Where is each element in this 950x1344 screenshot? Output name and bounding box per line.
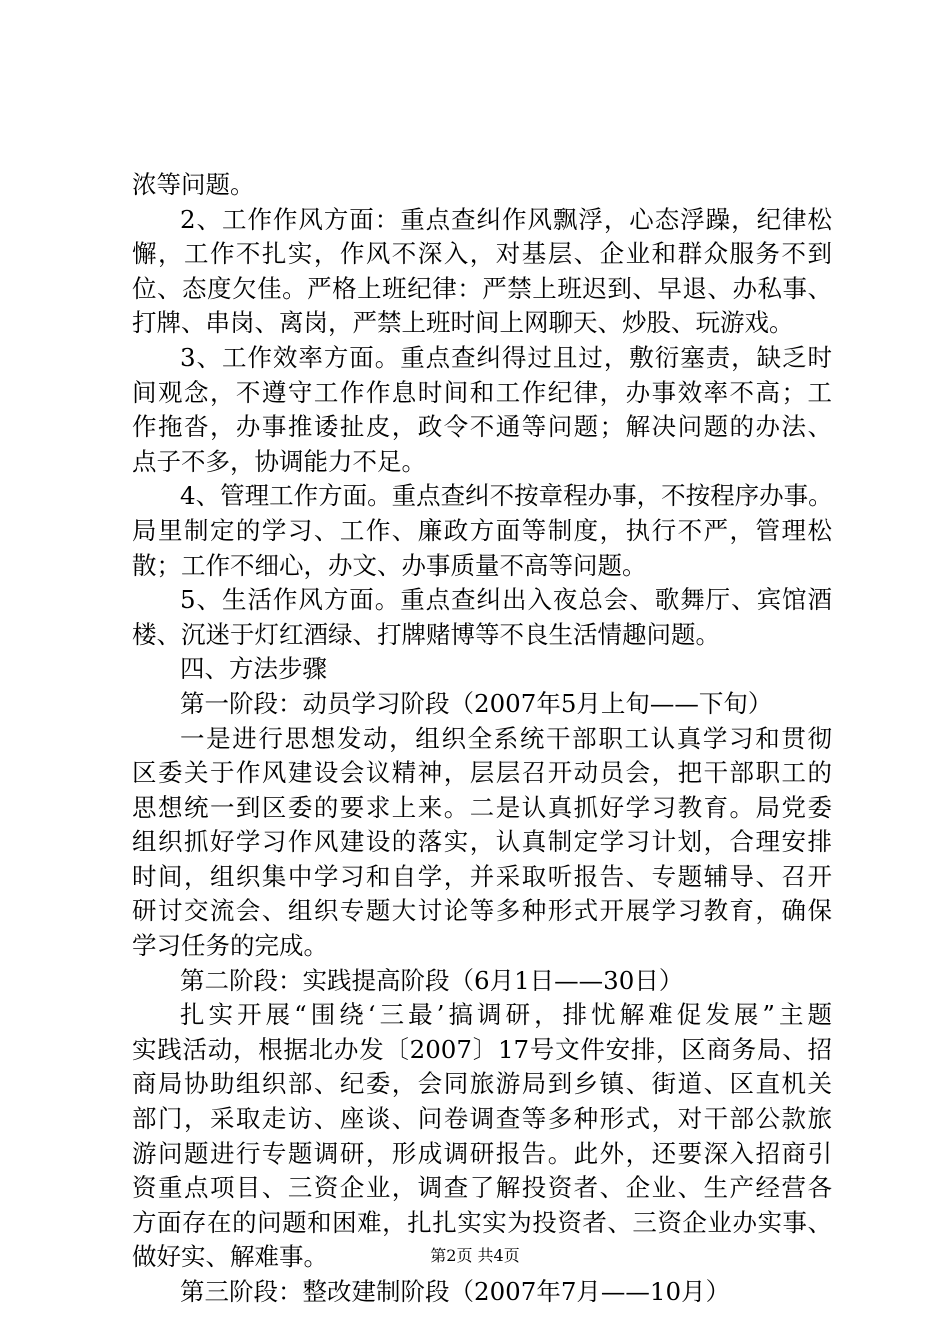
text-line: 5、生活作风方面。重点查纠出入夜总会、歌舞厅、宾馆酒 [180, 585, 832, 615]
text-line: 局里制定的学习、工作、廉政方面等制度，执行不严，管理松 [132, 515, 832, 545]
text-line: 散；工作不细心，办文、办事质量不高等问题。 [132, 550, 647, 580]
text-line: 扎实开展“围绕‘三最’搞调研，排忧解难促发展”主题 [180, 1000, 832, 1030]
text-line: 资重点项目、三资企业，调查了解投资者、企业、生产经营各 [132, 1173, 832, 1203]
text-line: 3、工作效率方面。重点查纠得过且过，敷衍塞责，缺乏时 [180, 342, 832, 372]
text-line: 实践活动，根据北办发〔2007〕17号文件安排，区商务局、招 [132, 1034, 832, 1064]
text-line: 游问题进行专题调研，形成调研报告。此外，还要深入招商引 [132, 1138, 832, 1168]
text-line: 学习任务的完成。 [132, 931, 328, 961]
document-body [132, 168, 832, 1310]
text-line: 一是进行思想发动，组织全系统干部职工认真学习和贯彻 [180, 723, 832, 753]
text-line: 四、方法步骤 [180, 654, 327, 684]
text-line: 2、工作作风方面：重点查纠作风飘浮，心态浮躁，纪律松 [180, 204, 832, 234]
text-line: 位、态度欠佳。严格上班纪律：严禁上班迟到、早退、办私事、 [132, 273, 832, 303]
text-line: 研讨交流会、组织专题大讨论等多种形式开展学习教育，确保 [132, 896, 832, 926]
text-line: 点子不多，协调能力不足。 [132, 446, 426, 476]
text-line: 懈，工作不扎实，作风不深入，对基层、企业和群众服务不到 [132, 239, 832, 269]
text-line: 第三阶段：整改建制阶段（2007年7月——10月） [180, 1277, 731, 1306]
text-line: 楼、沉迷于灯红酒绿、打牌赌博等不良生活情趣问题。 [132, 619, 720, 649]
text-line: 第一阶段：动员学习阶段（2007年5月上旬——下旬） [180, 688, 773, 718]
text-line: 间观念，不遵守工作作息时间和工作纪律，办事效率不高；工 [132, 377, 832, 407]
text-line: 部门，采取走访、座谈、问卷调查等多种形式，对干部公款旅 [132, 1104, 832, 1134]
page-footer: 第2页 共4页 [430, 1246, 520, 1265]
text-line: 4、管理工作方面。重点查纠不按章程办事，不按程序办事。 [180, 481, 833, 511]
text-line: 打牌、串岗、离岗，严禁上班时间上网聊天、炒股、玩游戏。 [132, 308, 794, 338]
text-line: 时间，组织集中学习和自学，并采取听报告、专题辅导、召开 [132, 861, 832, 891]
text-line: 做好实、解难事。 [132, 1242, 328, 1272]
text-line: 方面存在的问题和困难，扎扎实实为投资者、三资企业办实事、 [132, 1207, 832, 1237]
text-line: 思想统一到区委的要求上来。二是认真抓好学习教育。局党委 [132, 792, 832, 822]
text-line: 第二阶段：实践提高阶段（6月1日——30日） [180, 965, 684, 995]
text-line: 组织抓好学习作风建设的落实，认真制定学习计划，合理安排 [132, 827, 832, 857]
text-line: 区委关于作风建设会议精神，层层召开动员会，把干部职工的 [132, 758, 832, 788]
text-line: 商局协助组织部、纪委，会同旅游局到乡镇、街道、区直机关 [132, 1069, 832, 1099]
text-line: 浓等问题。 [132, 170, 255, 199]
text-line: 作拖沓，办事推诿扯皮，政令不通等问题；解决问题的办法、 [132, 412, 832, 442]
